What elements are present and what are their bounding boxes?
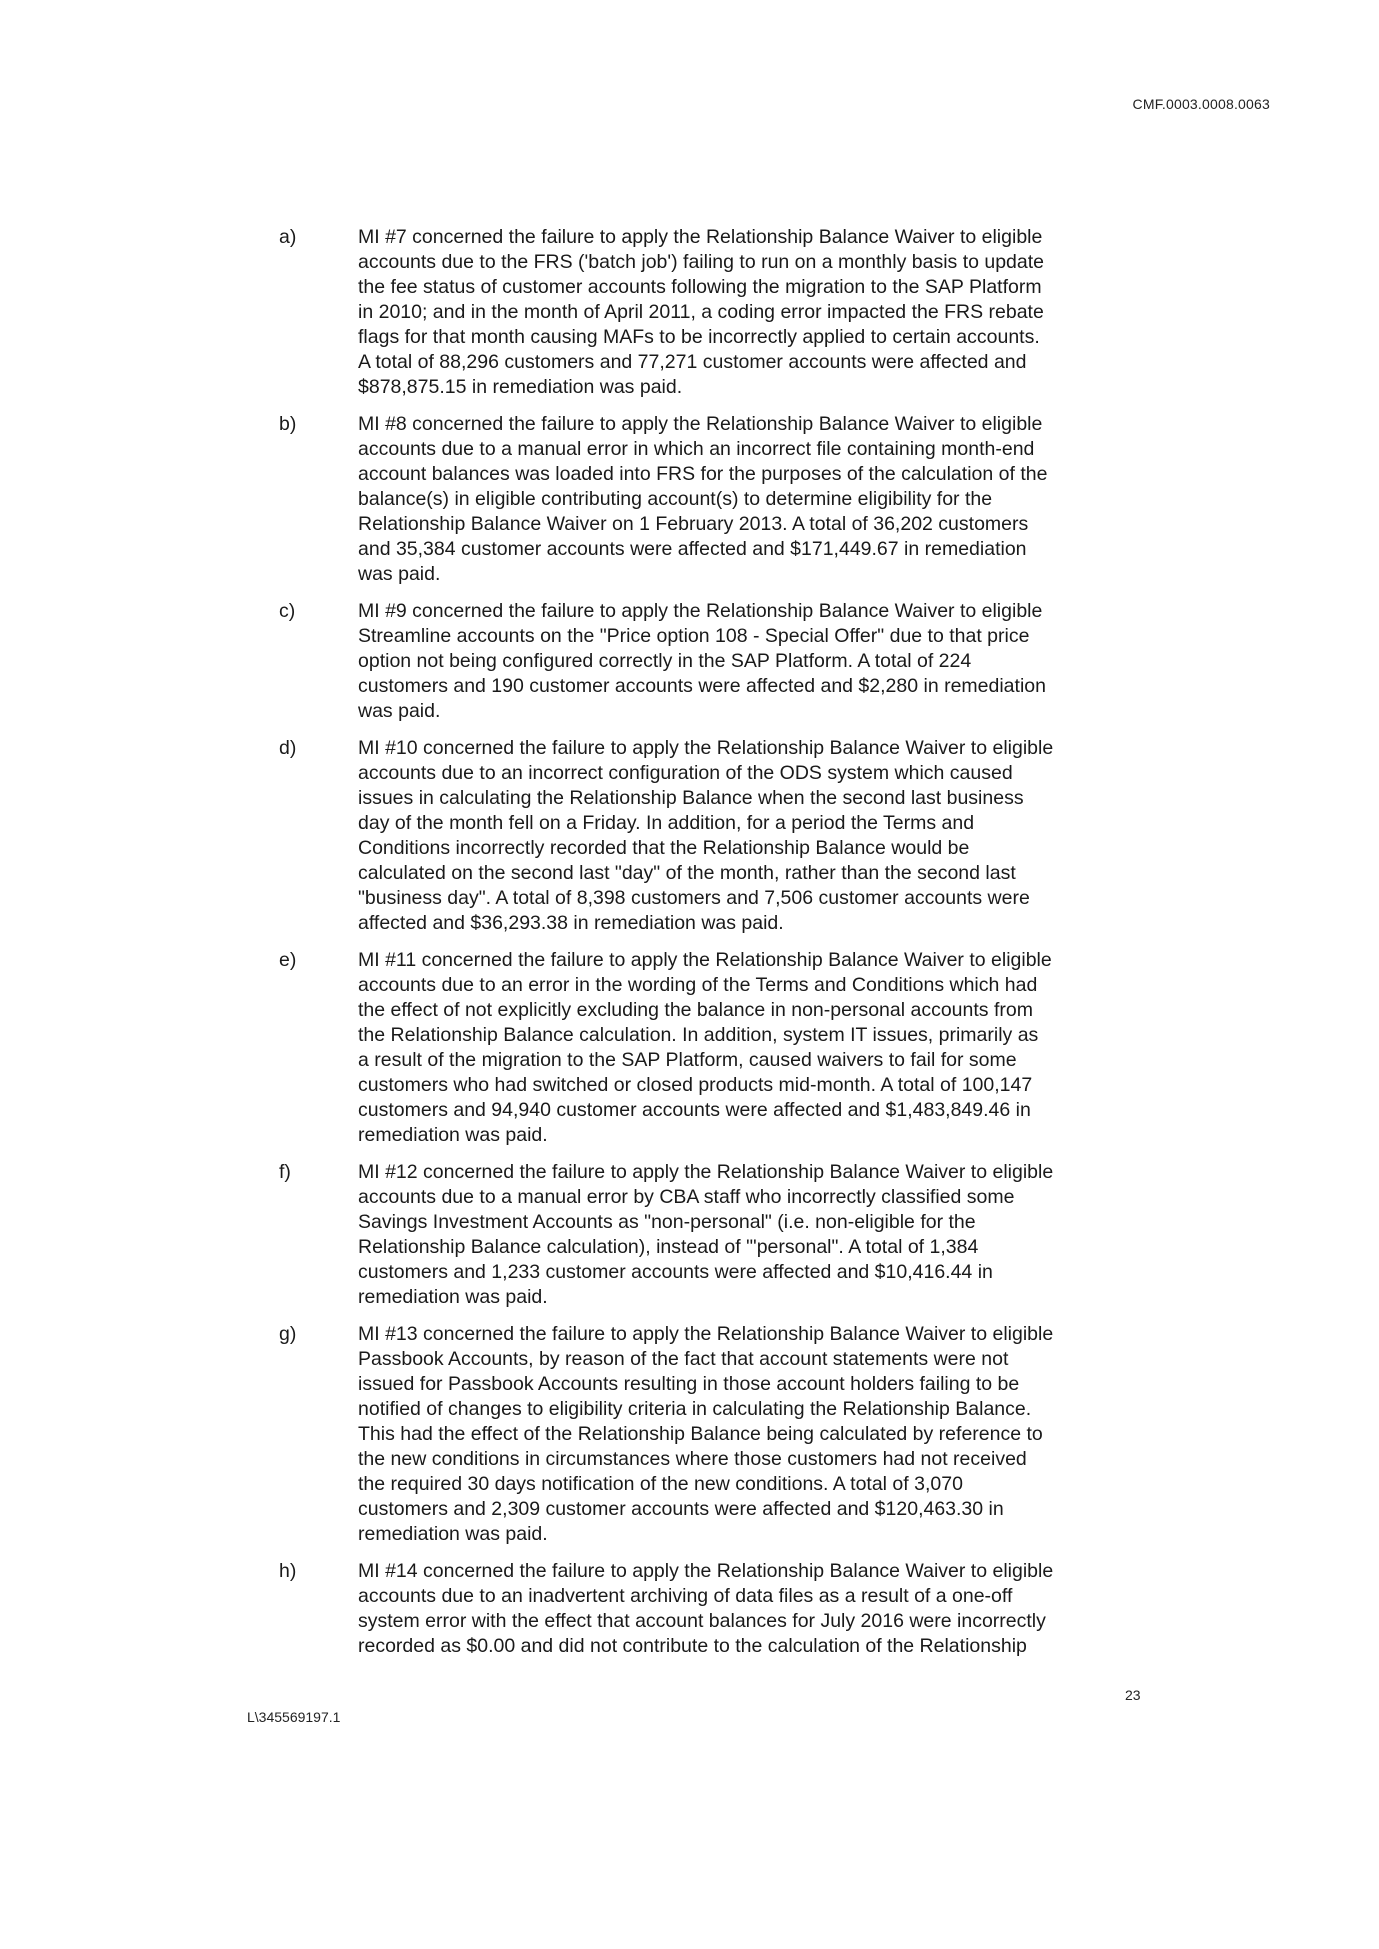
list-item-g: [279, 1322, 1159, 1547]
list-item-label: h): [279, 1560, 297, 1582]
list-item-text: MI #10 concerned the failure to apply the Relationship Balance Waiver to eligible accounts due to an incorrect configuration of the ODS system which caused issues in calculating the Relationship Balance when the second last business day of the month fell on a Friday. In addition, for a period the Terms and Conditions incorrectly recorded that the Relationship Balance would be calculated on the second last "day" of the month, rather than the second last "business day". A total of 8,398 customers and 7,506 customer accounts were affected and $36,293.38 in remediation was paid.: [358, 737, 1054, 934]
list-item-text: MI #7 concerned the failure to apply the Relationship Balance Waiver to eligible accounts due to the FRS ('batch job') failing to run on a monthly basis to update the fee status of customer accounts following the migration to the SAP Platform in 2010; and in the month of April 2011, a coding error impacted the FRS rebate flags for that month causing MAFs to be incorrectly applied to certain accounts. A total of 88,296 customers and 77,271 customer accounts were affected and $878,875.15 in remediation was paid.: [358, 226, 1045, 398]
list-item-label: a): [279, 226, 297, 248]
list-item-text: MI #14 concerned the failure to apply the Relationship Balance Waiver to eligible accounts due to an inadvertent archiving of data files as a result of a one-off system error with the effect that account balances for July 2016 were incorrectly recorded as $0.00 and did not contribute to the calculation of the Relationship: [358, 1560, 1054, 1657]
list-item-label: f): [279, 1161, 291, 1183]
list-item-text: MI #12 concerned the failure to apply the Relationship Balance Waiver to eligible accounts due to a manual error by CBA staff who incorrectly classified some Savings Investment Accounts as "non-personal" (i.e. non-eligible for the Relationship Balance calculation), instead of "'personal". A total of 1,384 customers and 1,233 customer accounts were affected and $10,416.44 in remediation was paid.: [358, 1161, 1054, 1308]
list-item-label: e): [279, 949, 297, 971]
list-item-text: MI #9 concerned the failure to apply the Relationship Balance Waiver to eligible Streamline accounts on the "Price option 108 - Special Offer" due to that price option not being configured correctly in the SAP Platform. A total of 224 customers and 190 customer accounts were affected and $2,280 in remediation was paid.: [358, 600, 1046, 722]
list-item-label: b): [279, 413, 297, 435]
lettered-list: [279, 225, 1159, 1671]
document-reference: CMF.0003.0008.0063: [1132, 96, 1270, 112]
list-item-h: [279, 1559, 1159, 1659]
list-item-text: MI #8 concerned the failure to apply the Relationship Balance Waiver to eligible accounts due to a manual error in which an incorrect file containing month-end account balances was loaded into FRS for the purposes of the calculation of the balance(s) in eligible contributing account(s) to determine eligibility for the Relationship Balance Waiver on 1 February 2013. A total of 36,202 customers and 35,384 customer accounts were affected and $171,449.67 in remediation was paid.: [358, 413, 1048, 585]
list-item-a: [279, 225, 1159, 400]
file-reference: L\345569197.1: [247, 1709, 341, 1725]
list-item-d: [279, 736, 1159, 936]
list-item-b: [279, 412, 1159, 587]
list-item-e: [279, 948, 1159, 1148]
list-item-label: c): [279, 600, 296, 622]
list-item-c: [279, 599, 1159, 724]
page-number: 23: [1125, 1687, 1141, 1703]
list-item-text: MI #11 concerned the failure to apply the Relationship Balance Waiver to eligible accounts due to an error in the wording of the Terms and Conditions which had the effect of not explicitly excluding the balance in non-personal accounts from the Relationship Balance calculation. In addition, system IT issues, primarily as a result of the migration to the SAP Platform, caused waivers to fail for some customers who had switched or closed products mid-month. A total of 100,147 customers and 94,940 customer accounts were affected and $1,483,849.46 in remediation was paid.: [358, 949, 1052, 1146]
list-item-text: MI #13 concerned the failure to apply the Relationship Balance Waiver to eligible Passbook Accounts, by reason of the fact that account statements were not issued for Passbook Accounts resulting in those account holders failing to be notified of changes to eligibility criteria in calculating the Relationship Balance. This had the effect of the Relationship Balance being calculated by reference to the new conditions in circumstances where those customers had not received the required 30 days notification of the new conditions. A total of 3,070 customers and 2,309 customer accounts were affected and $120,463.30 in remediation was paid.: [358, 1323, 1054, 1545]
list-item-f: [279, 1160, 1159, 1310]
list-item-label: d): [279, 737, 297, 759]
list-item-label: g): [279, 1323, 297, 1345]
